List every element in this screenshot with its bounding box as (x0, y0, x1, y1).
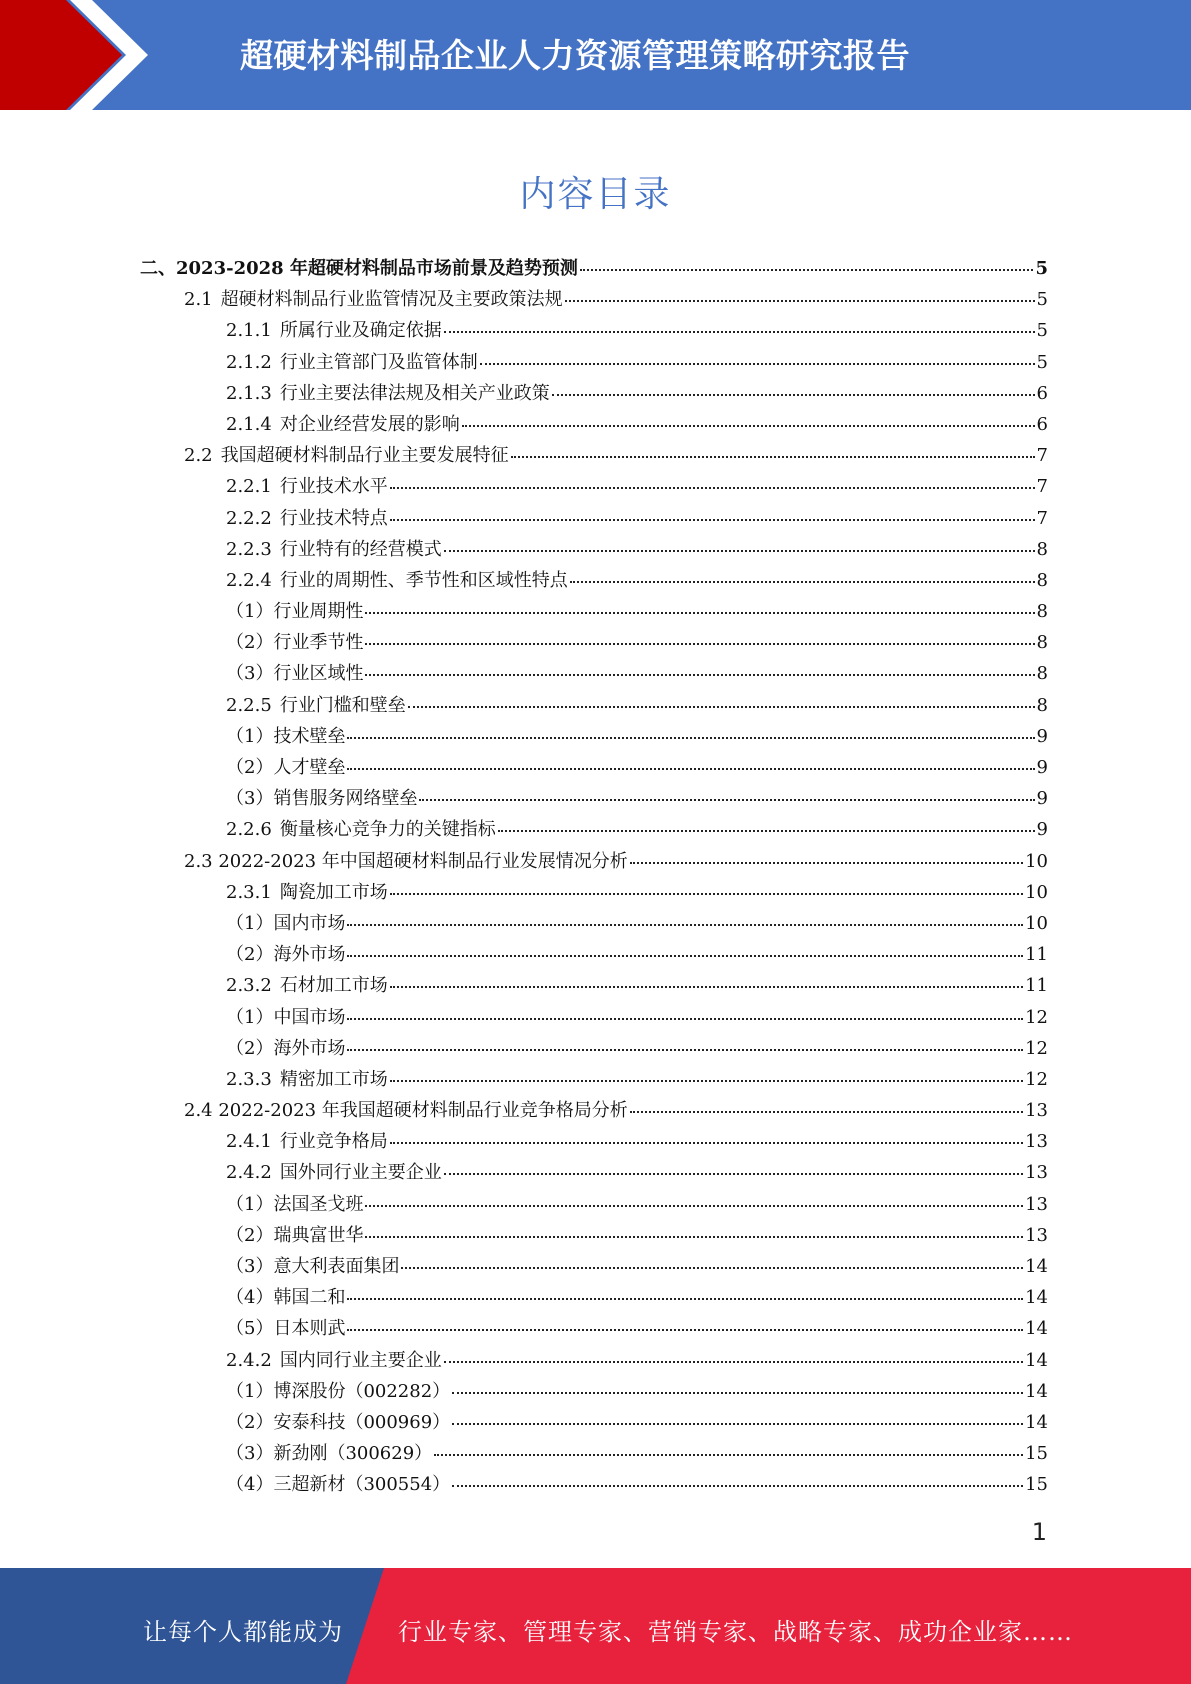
toc-entry[interactable] (140, 379, 1048, 410)
toc-entry[interactable] (140, 566, 1048, 597)
toc-entry-label: 二、2023-2028 年超硬材料制品市场前景及趋势预测 (140, 258, 578, 279)
footer-banner (0, 1568, 1191, 1684)
toc-entry[interactable] (140, 628, 1048, 659)
toc-leader-dots (365, 611, 1034, 614)
toc-entry[interactable] (140, 815, 1048, 846)
toc-leader-dots (511, 455, 1035, 458)
toc-entry-page: 8 (1036, 538, 1048, 560)
toc-leader-dots (452, 1422, 1023, 1425)
toc-entry[interactable] (140, 316, 1048, 347)
toc-entry-page: 9 (1036, 725, 1048, 747)
toc-entry-page: 9 (1036, 788, 1048, 810)
toc-leader-dots (444, 549, 1035, 552)
toc-entry[interactable] (140, 504, 1048, 535)
toc-entry[interactable] (140, 971, 1048, 1002)
toc-entry-label: （1）中国市场 (226, 1006, 346, 1028)
toc-leader-dots (347, 1328, 1023, 1331)
toc-leader-dots (444, 1360, 1023, 1363)
toc-entry-label: 行业主管部门及监管体制 (279, 351, 478, 373)
footer-slogan-left: 让每个人都能成为 (143, 1618, 343, 1646)
toc-entry[interactable] (140, 1283, 1048, 1314)
toc-entry[interactable] (140, 472, 1048, 503)
toc-entry-page: 13 (1025, 1131, 1048, 1153)
toc-entry-page: 5 (1035, 258, 1048, 279)
toc-entry[interactable] (140, 1408, 1048, 1439)
toc-entry-label: 所属行业及确定依据 (279, 320, 442, 342)
toc-entry[interactable] (140, 535, 1048, 566)
toc-entry[interactable] (140, 659, 1048, 690)
toc-entry-page: 9 (1036, 757, 1048, 778)
toc-entry[interactable] (140, 1470, 1048, 1501)
toc-entry-number: 2.2.6 (226, 819, 272, 841)
toc-leader-dots (480, 362, 1035, 365)
toc-leader-dots (552, 393, 1035, 396)
toc-entry-number: 2.1.4 (226, 413, 272, 435)
toc-entry-page: 13 (1025, 1224, 1048, 1246)
toc-leader-dots (347, 1017, 1023, 1020)
toc-entry-label: （2）海外市场 (226, 944, 346, 966)
toc-entry-label: （2）海外市场 (226, 1037, 346, 1059)
toc-entry[interactable] (140, 940, 1048, 971)
toc-entry-label: 行业竞争格局 (279, 1131, 388, 1153)
toc-leader-dots (419, 798, 1034, 801)
toc-leader-dots (444, 330, 1035, 333)
toc-entry-number: 2.2.3 (226, 538, 272, 560)
toc-entry-label: 衡量核心竞争力的关键指标 (279, 819, 496, 841)
report-title: 超硬材料制品企业人力资源管理策略研究报告 (240, 36, 910, 75)
toc-entry-label: 2.3 2022-2023 年中国超硬材料制品行业发展情况分析 (184, 850, 628, 872)
toc-entry-page: 14 (1025, 1411, 1048, 1433)
toc-entry-page: 6 (1036, 382, 1048, 404)
header-chevron-decoration (0, 0, 160, 110)
toc-entry-page: 14 (1025, 1287, 1048, 1309)
toc-leader-dots (630, 1110, 1023, 1113)
toc-entry[interactable] (140, 410, 1048, 441)
toc-leader-dots (452, 1391, 1023, 1394)
toc-entry-page: 11 (1025, 944, 1048, 966)
toc-entry-page: 7 (1036, 445, 1048, 467)
toc-entry[interactable] (140, 1346, 1048, 1377)
toc-entry[interactable] (140, 1252, 1048, 1283)
toc-leader-dots (390, 1141, 1023, 1144)
toc-entry-page: 6 (1036, 413, 1048, 435)
toc-entry-page: 14 (1025, 1256, 1048, 1277)
toc-entry[interactable] (140, 1190, 1048, 1221)
toc-entry[interactable] (140, 1158, 1048, 1189)
toc-entry-label: （5）日本则武 (226, 1318, 346, 1340)
toc-entry-label: 石材加工市场 (279, 975, 388, 997)
toc-leader-dots (347, 767, 1034, 770)
toc-entry[interactable] (140, 1314, 1048, 1345)
toc-entry[interactable] (140, 1127, 1048, 1158)
toc-entry-number: 2.4.2 (226, 1349, 272, 1371)
toc-entry-page: 14 (1025, 1349, 1048, 1371)
toc-entry-page: 10 (1025, 881, 1048, 903)
toc-leader-dots (462, 424, 1035, 427)
toc-entry-page: 10 (1025, 912, 1048, 934)
toc-leader-dots (390, 486, 1035, 489)
toc-entry[interactable] (140, 909, 1048, 940)
toc-entry-label: （2）行业季节性 (226, 632, 364, 654)
toc-entry-label: （1）法国圣戈班 (226, 1193, 364, 1215)
toc-entry-page: 14 (1025, 1380, 1048, 1402)
toc-entry-number: 2.1.3 (226, 382, 272, 404)
toc-entry-number: 2.2.5 (226, 694, 272, 716)
toc-entry-page: 12 (1025, 1068, 1048, 1090)
toc-heading: 内容目录 (519, 174, 672, 215)
toc-entry-page: 13 (1025, 1162, 1048, 1184)
toc-entry-label: （1）博深股份（002282） (226, 1380, 451, 1402)
toc-entry-label: （1）国内市场 (226, 912, 346, 934)
toc-entry-number: 2.2.2 (226, 507, 272, 529)
toc-leader-dots (434, 1453, 1023, 1456)
toc-entry-label: （2）瑞典富世华 (226, 1224, 364, 1246)
footer-slogan-right: 行业专家、管理专家、营销专家、战略专家、成功企业家…… (398, 1618, 1073, 1646)
toc-entry-page: 5 (1036, 289, 1048, 311)
toc-entry-page: 10 (1025, 850, 1048, 872)
toc-entry[interactable] (140, 285, 1048, 316)
toc-entry-label: （4）三超新材（300554） (226, 1474, 451, 1496)
toc-entry[interactable] (140, 847, 1048, 878)
toc-entry-label: 超硬材料制品行业监管情况及主要政策法规 (220, 289, 563, 311)
toc-entry-page: 8 (1036, 569, 1048, 591)
toc-entry-page: 8 (1036, 663, 1048, 685)
toc-leader-dots (347, 736, 1034, 739)
toc-entry-label: 行业技术特点 (279, 507, 388, 529)
toc-leader-dots (347, 1048, 1023, 1051)
toc-leader-dots (365, 1204, 1023, 1207)
toc-leader-dots (444, 1172, 1023, 1175)
toc-entry[interactable] (140, 597, 1048, 628)
toc-entry-label: 陶瓷加工市场 (279, 881, 388, 903)
toc-entry[interactable] (140, 1221, 1048, 1252)
toc-entry-label: 行业特有的经营模式 (279, 538, 442, 560)
toc-entry[interactable] (140, 1096, 1048, 1127)
toc-entry[interactable] (140, 1065, 1048, 1096)
toc-entry-page: 5 (1036, 351, 1048, 373)
toc-entry-number: 2.1.1 (226, 320, 272, 342)
toc-entry[interactable] (140, 878, 1048, 909)
toc-entry[interactable] (140, 1003, 1048, 1034)
toc-leader-dots (347, 1297, 1023, 1300)
toc-leader-dots (365, 1235, 1023, 1238)
toc-entry-page: 7 (1036, 476, 1048, 498)
toc-leader-dots (347, 954, 1023, 957)
toc-entry[interactable] (140, 254, 1048, 285)
toc-entry-number: 2.2.1 (226, 476, 272, 498)
toc-entry-label: （3）意大利表面集团 (226, 1256, 400, 1277)
toc-entry-page: 14 (1025, 1318, 1048, 1340)
toc-entry-label: （2）安泰科技（000969） (226, 1411, 451, 1433)
report-header (0, 0, 1191, 110)
toc-entry-number: 2.1 (184, 289, 213, 311)
toc-leader-dots (570, 580, 1035, 583)
toc-leader-dots (390, 985, 1023, 988)
toc-entry-number: 2.4.1 (226, 1131, 272, 1153)
toc-entry-label: （1）行业周期性 (226, 601, 364, 623)
toc-leader-dots (390, 1079, 1023, 1082)
toc-entry-page: 5 (1036, 320, 1048, 342)
toc-entry[interactable] (140, 753, 1048, 784)
toc-entry-label: （2）人才壁垒 (226, 757, 346, 778)
toc-entry-label: （3）行业区域性 (226, 663, 364, 685)
toc-entry[interactable] (140, 1377, 1048, 1408)
toc-entry-page: 12 (1025, 1006, 1048, 1028)
toc-entry-label: 行业门槛和壁垒 (279, 694, 406, 716)
toc-entry-number: 2.3.1 (226, 881, 272, 903)
toc-entry[interactable] (140, 691, 1048, 722)
toc-entry-page: 8 (1036, 694, 1048, 716)
toc-leader-dots (390, 518, 1035, 521)
toc-leader-dots (498, 829, 1035, 832)
table-of-contents (140, 254, 1048, 1502)
toc-leader-dots (580, 268, 1034, 271)
toc-entry[interactable] (140, 1034, 1048, 1065)
toc-entry-number: 2.1.2 (226, 351, 272, 373)
toc-entry-label: （1）技术壁垒 (226, 725, 346, 747)
toc-entry-page: 8 (1036, 632, 1048, 654)
toc-entry-page: 13 (1025, 1100, 1048, 1122)
toc-entry-label: 2.4 2022-2023 年我国超硬材料制品行业竞争格局分析 (184, 1100, 628, 1122)
toc-leader-dots (365, 642, 1034, 645)
toc-leader-dots (365, 673, 1034, 676)
toc-entry-label: 行业技术水平 (279, 476, 388, 498)
toc-leader-dots (401, 1266, 1023, 1269)
toc-leader-dots (347, 923, 1023, 926)
toc-leader-dots (408, 705, 1035, 708)
toc-entry[interactable] (140, 784, 1048, 815)
toc-entry-label: 我国超硬材料制品行业主要发展特征 (220, 445, 509, 467)
page-number: 1 (1031, 1518, 1047, 1546)
toc-entry[interactable] (140, 348, 1048, 379)
toc-entry-label: 国外同行业主要企业 (279, 1162, 442, 1184)
toc-entry-number: 2.3.3 (226, 1068, 272, 1090)
toc-entry-label: （4）韩国二和 (226, 1287, 346, 1309)
toc-entry-number: 2.2 (184, 445, 213, 467)
toc-leader-dots (630, 861, 1023, 864)
toc-entry-page: 12 (1025, 1037, 1048, 1059)
toc-entry-page: 7 (1036, 507, 1048, 529)
toc-entry-page: 8 (1036, 601, 1048, 623)
toc-entry-number: 2.4.2 (226, 1162, 272, 1184)
toc-entry-label: （3）销售服务网络壁垒 (226, 788, 418, 810)
toc-entry-label: （3）新劲刚（300629） (226, 1443, 433, 1465)
toc-entry-number: 2.2.4 (226, 569, 272, 591)
toc-entry[interactable] (140, 441, 1048, 472)
toc-entry[interactable] (140, 722, 1048, 753)
toc-entry[interactable] (140, 1439, 1048, 1470)
toc-entry-page: 9 (1036, 819, 1048, 841)
toc-entry-page: 11 (1025, 975, 1048, 997)
toc-entry-page: 15 (1025, 1443, 1048, 1465)
toc-entry-label: 国内同行业主要企业 (279, 1349, 442, 1371)
toc-leader-dots (452, 1484, 1023, 1487)
toc-entry-number: 2.3.2 (226, 975, 272, 997)
toc-entry-label: 精密加工市场 (279, 1068, 388, 1090)
toc-entry-label: 行业主要法律法规及相关产业政策 (279, 382, 550, 404)
toc-entry-label: 行业的周期性、季节性和区域性特点 (279, 569, 568, 591)
toc-entry-page: 13 (1025, 1193, 1048, 1215)
toc-entry-page: 15 (1025, 1474, 1048, 1496)
toc-leader-dots (565, 299, 1035, 302)
toc-entry-label: 对企业经营发展的影响 (279, 413, 460, 435)
toc-leader-dots (390, 892, 1023, 895)
